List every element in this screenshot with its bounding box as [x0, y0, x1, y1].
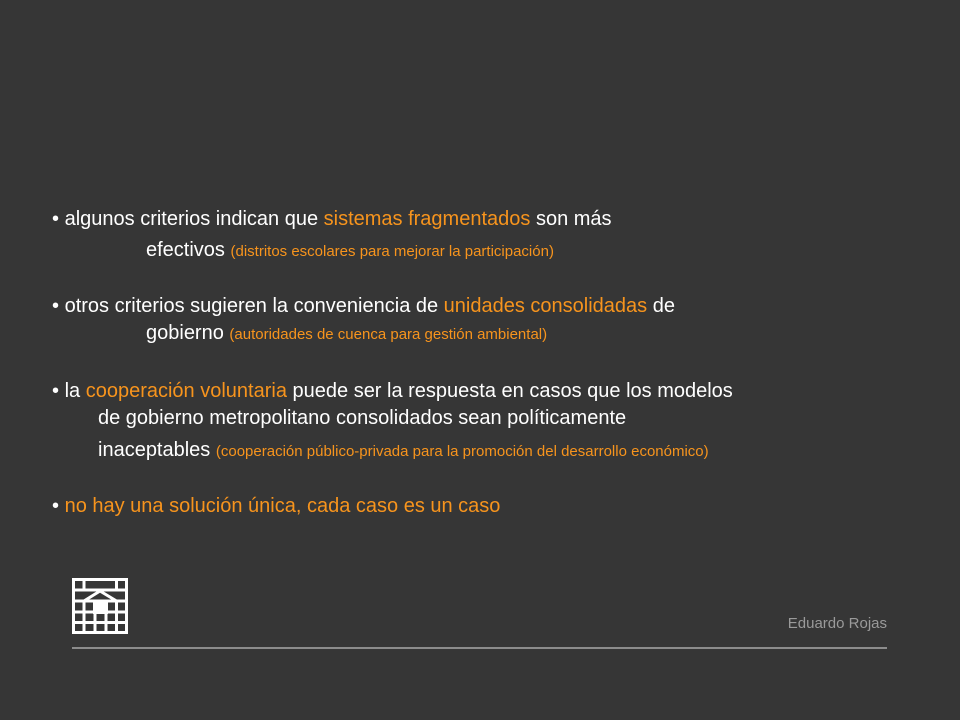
example-note: (distritos escolares para mejorar la participación) — [230, 243, 554, 260]
bullet-marker: • — [52, 295, 60, 317]
highlight-text: no hay una solución única, cada caso es un caso — [64, 495, 501, 517]
author-name: Eduardo Rojas — [787, 615, 887, 632]
bullet-3-line-3 — [98, 438, 709, 464]
bullet-text: inaceptables — [98, 439, 216, 461]
highlight-text: unidades consolidadas — [443, 295, 648, 317]
bullet-2-line-2 — [146, 321, 547, 347]
bullet-marker: • — [52, 495, 60, 517]
example-note: (autoridades de cuenca para gestión ambiental) — [229, 326, 548, 343]
bullet-text: de — [652, 295, 675, 317]
bullet-4-line-1 — [52, 494, 500, 518]
building-grid-logo-icon — [72, 578, 128, 634]
bullet-text: algunos criterios indican que — [64, 208, 324, 230]
bullet-marker: • — [52, 208, 60, 230]
example-note: (cooperación público-privada para la promoción del desarrollo económico) — [215, 443, 709, 460]
highlight-text: sistemas fragmentados — [323, 208, 531, 230]
bullet-text: son más — [535, 208, 612, 230]
bullet-3-line-1 — [52, 379, 733, 403]
bullet-1-line-2 — [146, 238, 554, 264]
bullet-text: efectivos — [146, 239, 231, 261]
bullet-1-line-1 — [52, 207, 612, 231]
bullet-2-line-1 — [52, 294, 675, 318]
bullet-text: la — [64, 380, 86, 402]
bullet-marker: • — [52, 380, 60, 402]
bullet-text: de gobierno metropolitano consolidados sean políticamente — [98, 407, 627, 429]
bullet-3-line-2 — [98, 406, 626, 430]
bullet-text: puede ser la respuesta en casos que los modelos — [292, 380, 733, 402]
footer-divider — [72, 647, 887, 649]
bullet-text: otros criterios sugieren la conveniencia de — [64, 295, 444, 317]
bullet-text: gobierno — [146, 322, 230, 344]
highlight-text: cooperación voluntaria — [85, 380, 287, 402]
